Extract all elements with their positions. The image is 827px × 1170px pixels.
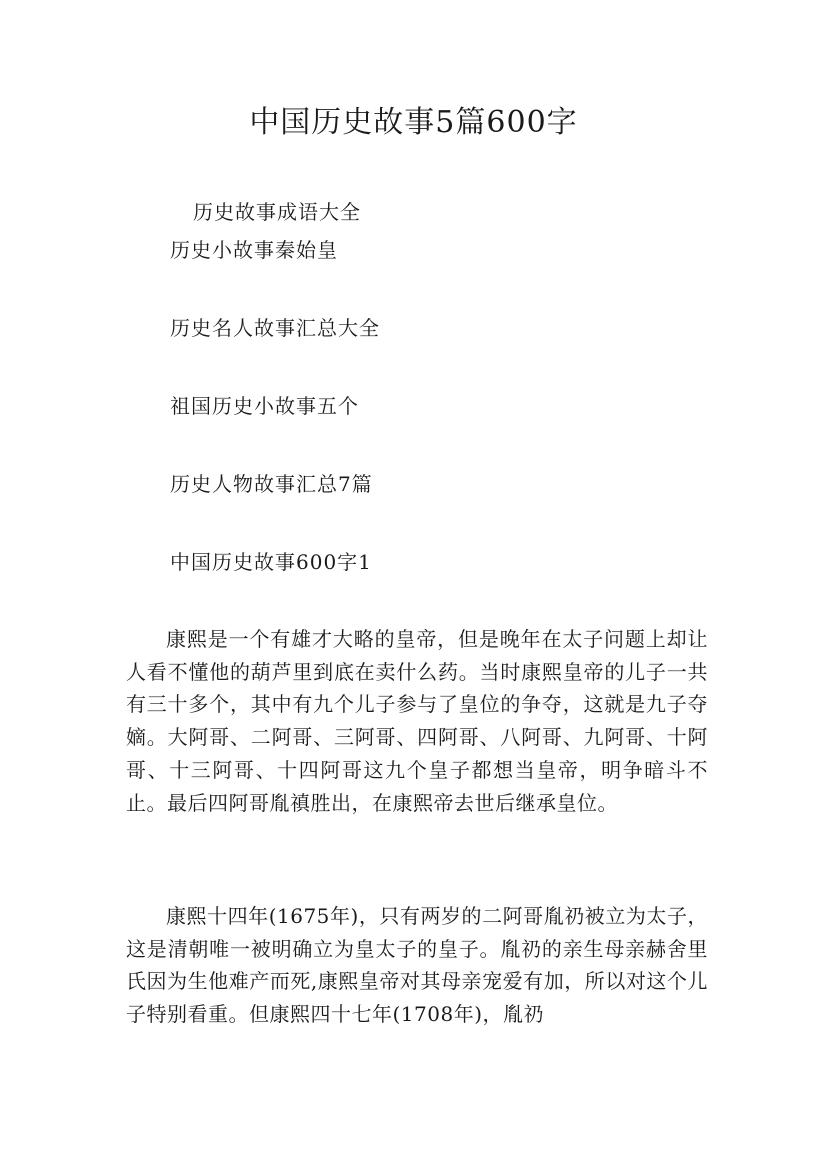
body-paragraph: 康熙是一个有雄才大略的皇帝，但是晚年在太子问题上却让人看不懂他的葫芦里到底在卖什么药。当时康熙皇帝的儿子一共有三十多个，其中有九个儿子参与了皇位的争夺，这就是九子夺嫡。大阿哥、二阿哥、三阿哥、四阿哥、八阿哥、九阿哥、十阿哥、十三阿哥、十四阿哥这九个皇子都想当皇帝，明争暗斗不止。最后四阿哥胤禛胜出，在康熙帝去世后继承皇位。 <box>126 627 708 815</box>
related-link-idiom-stories[interactable]: 历史故事成语大全 <box>193 200 361 224</box>
related-link-motherland-history[interactable]: 祖国历史小故事五个 <box>170 394 359 418</box>
related-link-famous-people[interactable]: 历史名人故事汇总大全 <box>170 316 380 340</box>
related-link-historical-figures[interactable]: 历史人物故事汇总7篇 <box>170 472 373 496</box>
body-paragraph: 康熙十四年(1675年)，只有两岁的二阿哥胤礽被立为太子，这是清朝唯一被明确立为皇太子的皇子。胤礽的亲生母亲赫舍里氏因为生他难产而死,康熙皇帝对其母亲宠爱有加，所以对这个儿子特别看重。但康熙四十七年(1708年)，胤礽 <box>126 904 708 1027</box>
document-title: 中国历史故事5篇600字 <box>249 105 578 140</box>
section-heading-story-1: 中国历史故事600字1 <box>170 550 372 574</box>
related-link-qin-shihuang[interactable]: 历史小故事秦始皇 <box>170 238 338 262</box>
